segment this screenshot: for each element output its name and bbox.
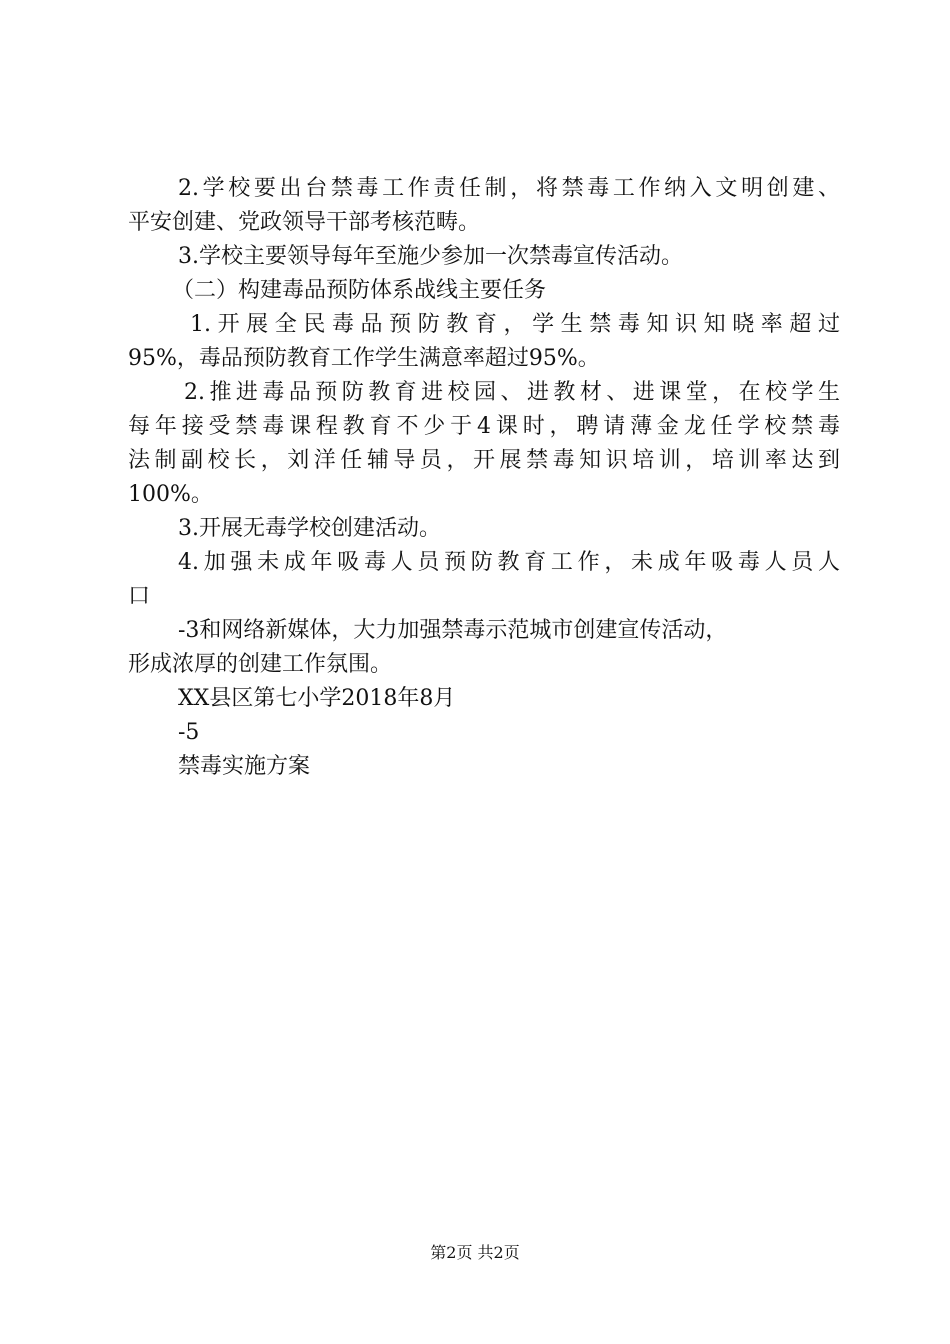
document-body — [128, 172, 840, 784]
paragraph-line-15: 形成浓厚的创建工作氛围。 — [128, 652, 393, 677]
paragraph-line-1: 2.学校要出台禁毒工作责任制，将禁毒工作纳入文明创建、 — [178, 176, 840, 201]
page-footer: 第2页 共2页 — [430, 1243, 520, 1262]
document-title-trailing: 禁毒实施方案 — [178, 754, 311, 779]
paragraph-line-2: 平安创建、党政领导干部考核范畴。 — [128, 210, 481, 235]
paragraph-line-10: 100%。 — [128, 482, 213, 507]
signature-line: XX县区第七小学2018年8月 — [178, 686, 456, 711]
paragraph-line-9: 法制副校长，刘洋任辅导员，开展禁毒知识培训，培训率达到 — [128, 448, 840, 473]
section-heading: （二）构建毒品预防体系战线主要任务 — [172, 278, 547, 303]
paragraph-line-12: 4.加强未成年吸毒人员预防教育工作，未成年吸毒人员人 — [178, 550, 840, 575]
paragraph-line-13: 口 — [128, 584, 151, 609]
paragraph-line-5: 1.开展全民毒品预防教育，学生禁毒知识知晓率超过 — [190, 312, 840, 337]
paragraph-line-14: -3和网络新媒体，大力加强禁毒示范城市创建宣传活动， — [178, 618, 728, 643]
paragraph-line-11: 3.开展无毒学校创建活动。 — [178, 516, 441, 541]
paragraph-line-3: 3.学校主要领导每年至施少参加一次禁毒宣传活动。 — [178, 244, 683, 269]
paragraph-line-7: 2.推进毒品预防教育进校园、进教材、进课堂，在校学生 — [184, 380, 840, 405]
page-marker: -5 — [178, 720, 200, 745]
paragraph-line-6: 95%，毒品预防教育工作学生满意率超过95%。 — [128, 346, 600, 371]
paragraph-line-8: 每年接受禁毒课程教育不少于4课时，聘请薄金龙任学校禁毒 — [128, 414, 840, 439]
